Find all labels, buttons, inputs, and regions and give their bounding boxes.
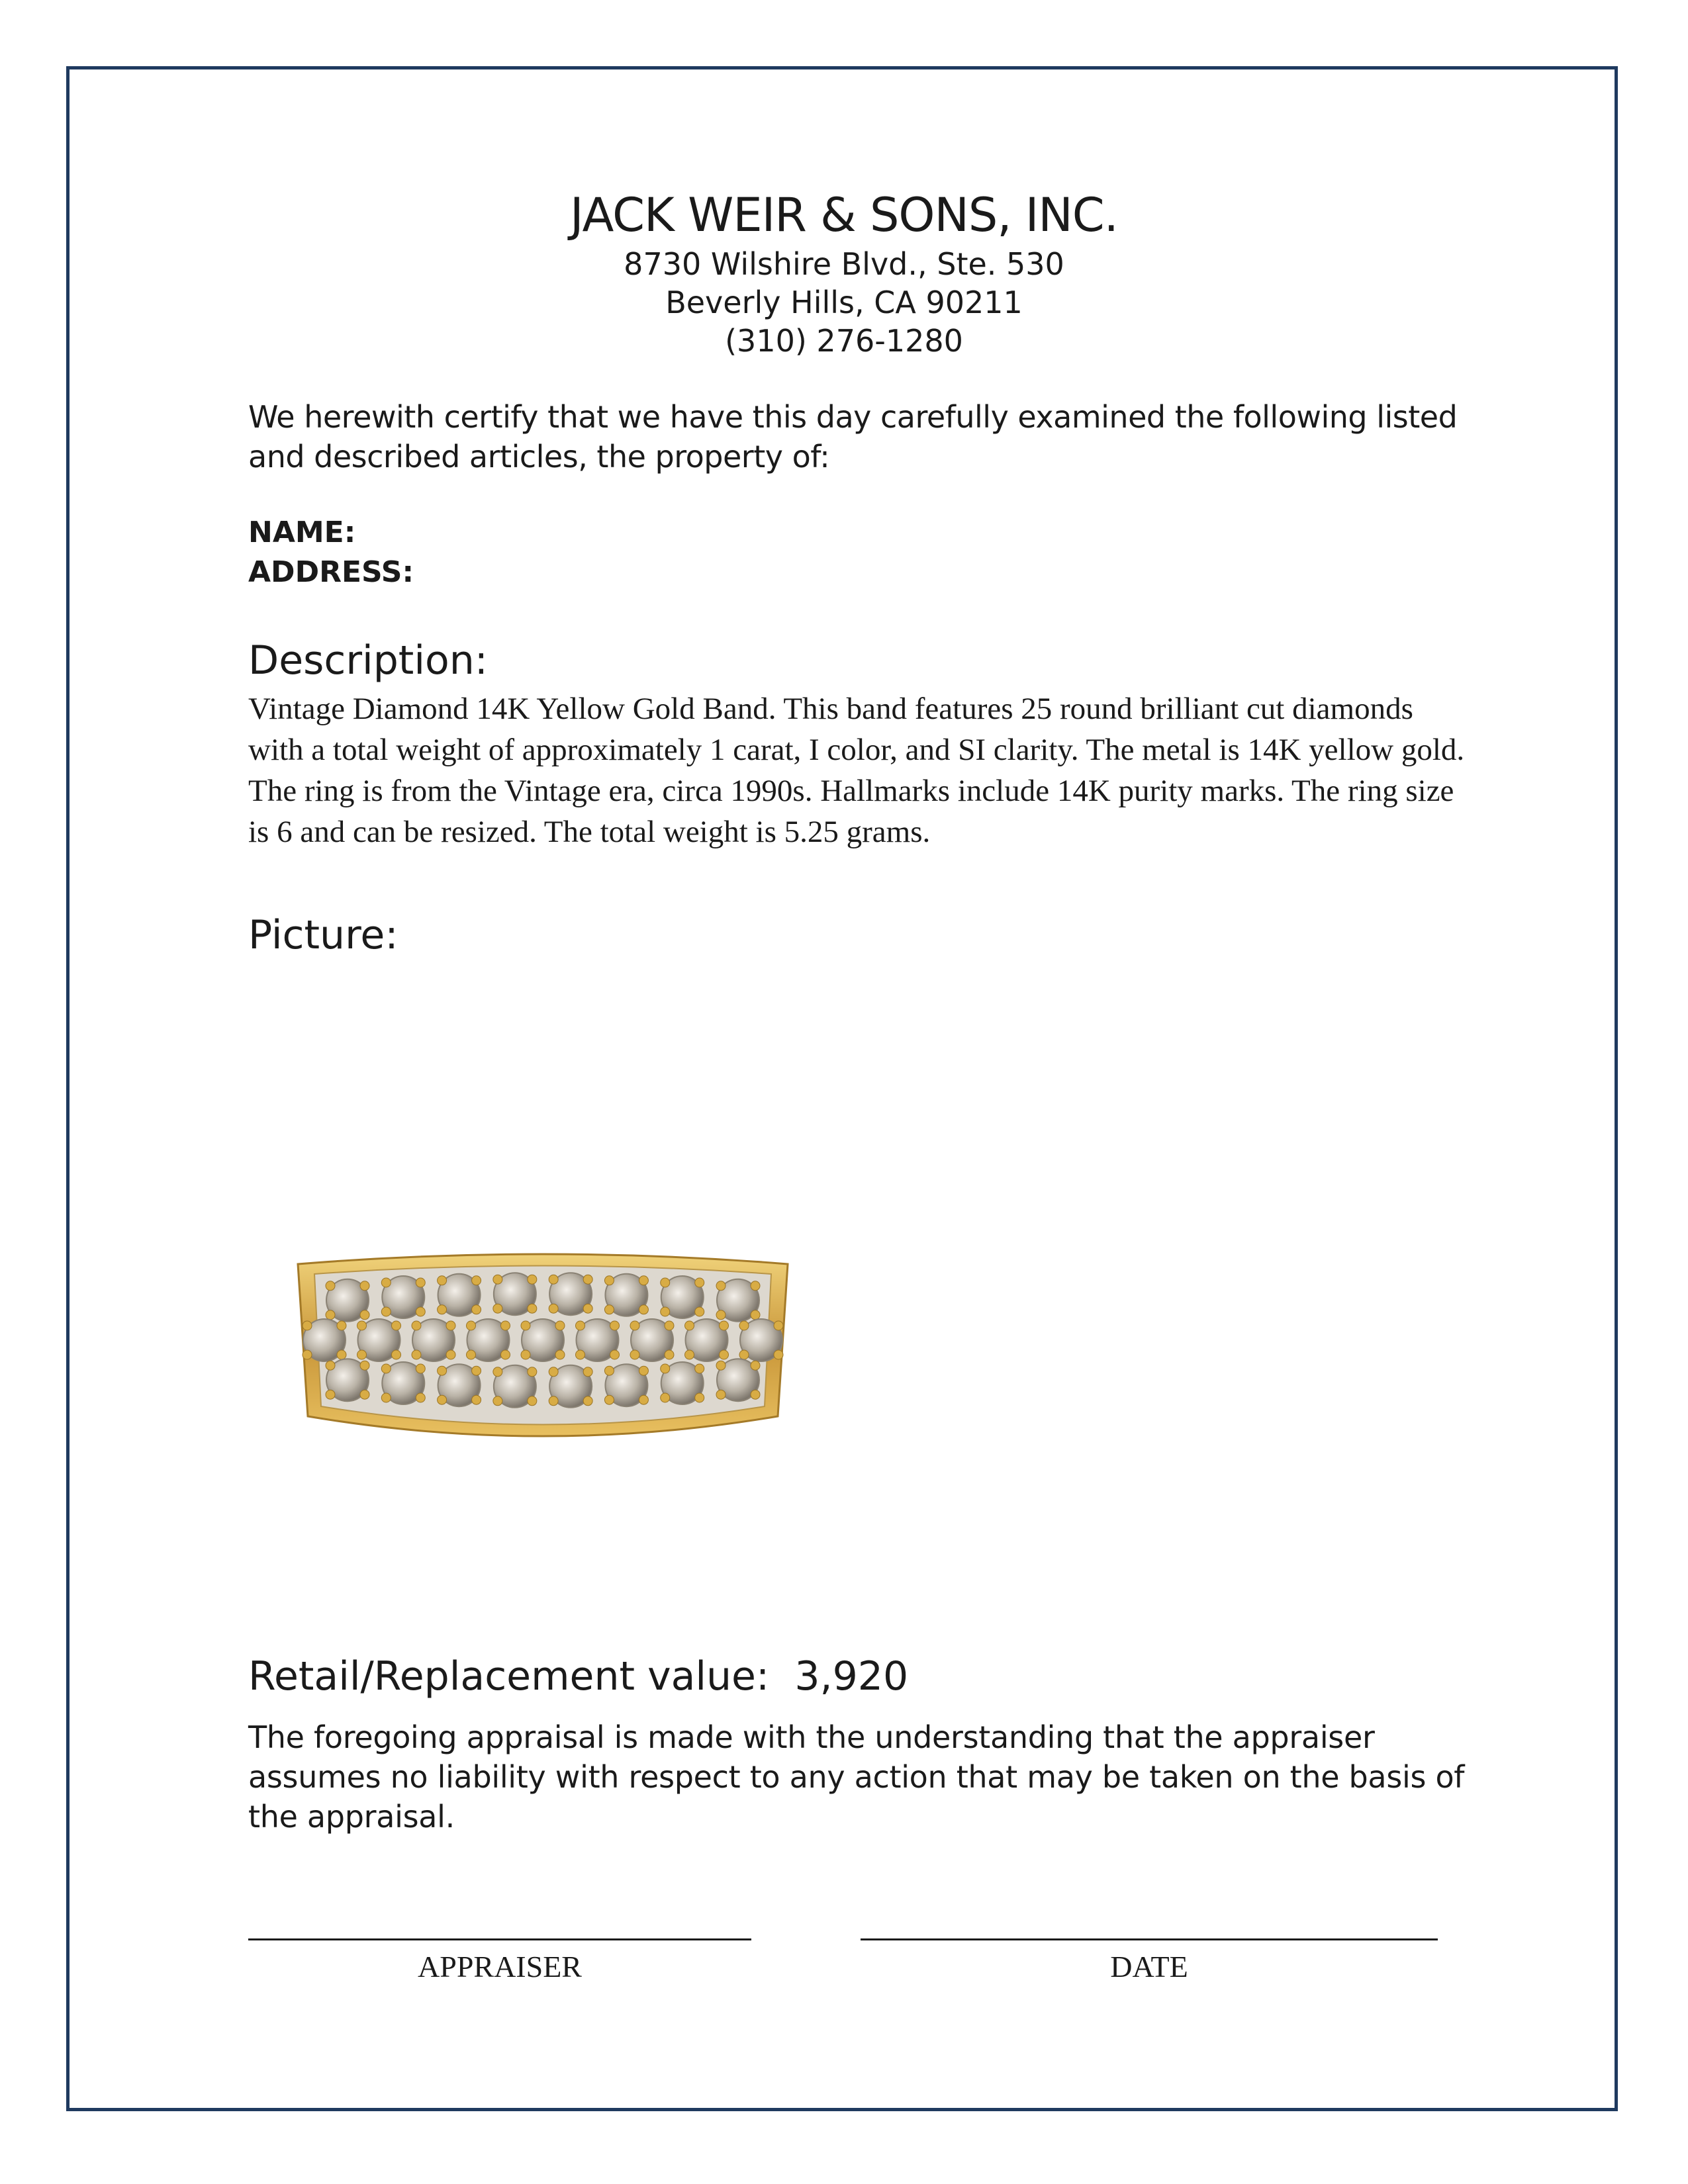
gold-prong [695,1278,704,1287]
company-phone: (310) 276-1280 [725,323,963,359]
gold-prong [549,1367,558,1377]
gold-prong [446,1350,455,1359]
gold-prong [716,1310,726,1320]
gold-prong [416,1364,425,1373]
gold-prong [521,1350,530,1359]
gold-prong [583,1304,592,1313]
gold-prong [639,1276,648,1285]
gold-prong [720,1350,729,1359]
gold-prong [751,1281,760,1291]
gold-prong [501,1350,510,1359]
gold-prong [493,1275,502,1284]
gold-prong [610,1321,620,1330]
gold-prong [630,1350,639,1359]
company-name: JACK WEIR & SONS, INC. [570,188,1118,242]
gold-prong [438,1305,447,1314]
gold-prong [528,1275,537,1284]
gold-prong [576,1321,585,1330]
gold-prong [392,1321,401,1330]
company-address-line1: 8730 Wilshire Blvd., Ste. 530 [624,246,1064,282]
value-label: Retail/Replacement value: [248,1653,770,1700]
gold-prong [438,1366,447,1375]
gold-prong [528,1367,537,1377]
gold-prong [695,1364,704,1373]
gold-prong [412,1321,421,1330]
gold-prong [583,1275,592,1284]
gold-prong [472,1305,481,1314]
gold-prong [360,1310,369,1320]
gold-prong [604,1395,614,1404]
gold-prong [695,1393,704,1402]
gold-prong [661,1307,670,1316]
gold-prong [549,1304,558,1313]
gold-prong [493,1367,502,1377]
gold-prong [357,1321,367,1330]
gold-prong [357,1350,367,1359]
gold-prong [549,1275,558,1284]
gold-prong [438,1276,447,1285]
gold-prong [528,1304,537,1313]
gold-prong [739,1321,749,1330]
gold-prong [472,1276,481,1285]
gold-prong [467,1321,476,1330]
gold-prong [412,1350,421,1359]
gold-prong [381,1278,391,1287]
description-text: Vintage Diamond 14K Yellow Gold Band. This band features 25 round brilliant cut diamonds with a total weight of approximately 1 carat, I color, and SI clarity. The metal is 14K yellow gold. The ring is from the Vintage era, circa 1990s. Hallmarks include 14K purity marks. The ring size is 6 and can be resized. The total weight is 5.25 grams. [248,692,1465,849]
gold-prong [604,1276,614,1285]
gold-prong [326,1310,335,1320]
address-label: ADDRESS: [248,555,414,589]
gold-prong [661,1393,670,1402]
description-heading: Description: [248,637,488,684]
gold-prong [751,1390,760,1399]
gold-prong [583,1396,592,1406]
gold-prong [472,1366,481,1375]
gold-prong [583,1367,592,1377]
ring-picture [278,1231,808,1496]
picture-heading: Picture: [248,912,399,958]
gold-prong [392,1350,401,1359]
date-label: DATE [1110,1950,1188,1983]
gold-prong [337,1350,346,1359]
gold-prong [326,1390,335,1399]
letterhead [0,185,1688,360]
gold-prong [751,1310,760,1320]
gold-prong [337,1321,346,1330]
gold-prong [576,1350,585,1359]
gold-prong [303,1350,312,1359]
gold-prong [360,1281,369,1291]
gold-prong [661,1364,670,1373]
gold-prong [610,1350,620,1359]
gold-prong [381,1393,391,1402]
gold-prong [416,1307,425,1316]
gold-prong [774,1321,783,1330]
gold-prong [630,1321,639,1330]
gold-prong [739,1350,749,1359]
gold-prong [360,1390,369,1399]
gold-prong [501,1321,510,1330]
company-address-line2: Beverly Hills, CA 90211 [665,285,1023,320]
gold-prong [472,1395,481,1404]
gold-prong [467,1350,476,1359]
gold-prong [716,1361,726,1370]
appraiser-signature-line [248,1938,751,1940]
gold-prong [695,1307,704,1316]
diamond-ring-illustration [278,1231,808,1496]
gold-prong [381,1307,391,1316]
gold-prong [416,1393,425,1402]
gold-prong [303,1321,312,1330]
name-label: NAME: [248,516,356,549]
gold-prong [604,1305,614,1314]
gold-prong [716,1390,726,1399]
gold-prong [438,1395,447,1404]
gold-prong [720,1321,729,1330]
gold-prong [639,1395,648,1404]
gold-prong [381,1364,391,1373]
gold-prong [493,1396,502,1406]
gold-prong [549,1396,558,1406]
gold-prong [665,1321,674,1330]
gold-prong [360,1361,369,1370]
gold-prong [685,1350,694,1359]
gold-prong [555,1350,565,1359]
disclaimer-text: The foregoing appraisal is made with the understanding that the appraiser assumes no liability with respect to any action that may be taken on the basis of the appraisal. [248,1719,1465,1835]
gold-prong [446,1321,455,1330]
gold-prong [326,1361,335,1370]
value-amount: 3,920 [794,1653,909,1700]
gold-prong [639,1366,648,1375]
gold-prong [493,1304,502,1313]
gold-prong [661,1278,670,1287]
certification-statement: We herewith certify that we have this day carefully examined the following listed and described articles, the property of: [248,399,1458,475]
gold-prong [685,1321,694,1330]
gold-prong [521,1321,530,1330]
date-signature-line [861,1938,1438,1940]
gold-prong [604,1366,614,1375]
value-line [248,1651,908,1702]
gold-prong [774,1350,783,1359]
gold-prong [751,1361,760,1370]
appraiser-label: APPRAISER [418,1950,582,1983]
gold-prong [665,1350,674,1359]
gold-prong [416,1278,425,1287]
gold-prong [555,1321,565,1330]
gold-prong [528,1396,537,1406]
gold-prong [716,1281,726,1291]
gold-prong [639,1305,648,1314]
gold-prong [326,1281,335,1291]
